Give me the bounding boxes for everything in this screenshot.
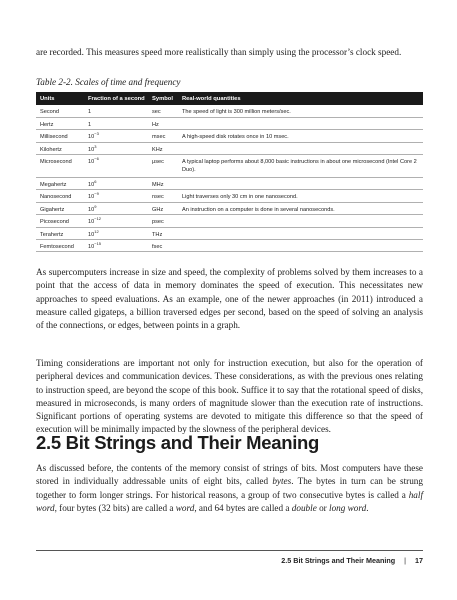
symbol-cell: THz	[148, 227, 178, 239]
table-row	[36, 202, 423, 214]
header-symbol: Symbol	[148, 92, 178, 105]
symbol-cell: MHz	[148, 178, 178, 190]
unit-cell: Nanosecond	[36, 190, 84, 202]
description-cell	[178, 215, 423, 227]
description-cell: An instruction on a computer is done in several nanoseconds.	[178, 202, 423, 214]
fraction-cell	[84, 155, 148, 178]
fraction-cell	[84, 227, 148, 239]
term-long-word: long word	[329, 502, 367, 513]
header-fraction: Fraction of a second	[84, 92, 148, 105]
scales-table	[36, 92, 423, 252]
fraction-exponent: 12	[94, 228, 99, 234]
description-cell	[178, 227, 423, 239]
table-row	[36, 142, 423, 154]
unit-cell: Femtosecond	[36, 240, 84, 252]
description-cell	[178, 240, 423, 252]
running-footer-title: 2.5 Bit Strings and Their Meaning	[281, 556, 396, 565]
table-row	[36, 105, 423, 117]
unit-cell: Gigahertz	[36, 202, 84, 214]
unit-cell: Microsecond	[36, 155, 84, 178]
description-cell: A high-speed disk rotates once in 10 msec.	[178, 130, 423, 142]
fraction-cell	[84, 190, 148, 202]
paragraph-bit-strings	[36, 462, 423, 515]
table-row	[36, 215, 423, 227]
text-run: or	[316, 502, 330, 513]
table-row	[36, 178, 423, 190]
unit-cell: Millisecond	[36, 130, 84, 142]
fraction-base: 10	[88, 206, 95, 213]
description-cell: A typical laptop performs about 8,000 basic instructions in about one microsecond (Intel Core 2 Duo).	[178, 155, 423, 178]
fraction-base: 10	[88, 219, 95, 226]
table-row	[36, 227, 423, 239]
fraction-exponent: −9	[94, 191, 99, 197]
paragraph-supercomputers: As supercomputers increase in size and speed, the complexity of problems solved by them increases to a point that the access of data in memory dominates the speed of execution. This necessitates new approaches to speed evaluations. As an example, one of the newer approaches (in 2011) introduced a measure called gigateps, a billion traversed edges per second, based on the speed of solving an analysis of the connections, or edges, between points in a graph.	[36, 267, 423, 331]
fraction-exponent: −15	[94, 241, 102, 247]
fraction-cell	[84, 142, 148, 154]
page-footer	[281, 556, 423, 565]
table-row	[36, 190, 423, 202]
table-row	[36, 130, 423, 142]
page-number: 17	[415, 556, 423, 565]
description-cell	[178, 117, 423, 129]
footer-separator: |	[404, 556, 406, 565]
fraction-base: 10	[88, 146, 95, 153]
text-run: , four bytes (32 bits) are called a	[54, 502, 176, 513]
fraction-base: 10	[88, 182, 95, 189]
description-cell: Light traverses only 30 cm in one nanosecond.	[178, 190, 423, 202]
fraction-cell	[84, 130, 148, 142]
fraction-exponent: 6	[94, 179, 97, 185]
fraction-exponent: −3	[94, 131, 99, 137]
unit-cell: Hertz	[36, 117, 84, 129]
paragraph-timing: Timing considerations are important not only for instruction execution, but also for the operation of peripheral devices and communication devices. These considerations, as with the previous ones relating to instruction speed, are beyond the scope of this book. Suffice it to say that the rotational speed of disks, measured in microseconds, is many orders of magnitude slower than the execution rate of instructions. Significant portions of operating systems are devoted to mitigate this difference so that the speed of execution will be minimally impacted by the slowness of the peripheral devices.	[36, 358, 423, 435]
unit-cell: Megahertz	[36, 178, 84, 190]
symbol-cell: KHz	[148, 142, 178, 154]
description-cell	[178, 142, 423, 154]
footer-rule	[36, 550, 423, 551]
fraction-cell	[84, 178, 148, 190]
fraction-base: 1	[88, 121, 92, 128]
fraction-base: 10	[88, 194, 95, 201]
symbol-cell: Hz	[148, 117, 178, 129]
table-header-row	[36, 92, 423, 105]
fraction-cell	[84, 105, 148, 117]
unit-cell: Second	[36, 105, 84, 117]
term-word: word	[175, 502, 195, 513]
fraction-base: 10	[88, 244, 95, 251]
text-run: .	[366, 502, 369, 513]
fraction-exponent: −12	[94, 216, 102, 222]
symbol-cell: nsec	[148, 190, 178, 202]
table-caption: Table 2-2. Scales of time and frequency	[36, 77, 181, 87]
description-cell	[178, 178, 423, 190]
symbol-cell: sec	[148, 105, 178, 117]
description-cell: The speed of light is 300 million meters/sec.	[178, 105, 423, 117]
fraction-exponent: −6	[94, 156, 99, 162]
unit-cell: Kilohertz	[36, 142, 84, 154]
fraction-exponent: 9	[94, 203, 97, 209]
fraction-base: 10	[88, 134, 95, 141]
table-row	[36, 155, 423, 178]
intro-paragraph: are recorded. This measures speed more realistically than simply using the processor’s clock speed.	[36, 47, 402, 57]
term-bytes: bytes	[272, 476, 292, 487]
symbol-cell: fsec	[148, 240, 178, 252]
text-run: . The bytes in turn can be strung together to form longer strings. For historical reasons, a group of two consecutive bytes is called a	[36, 476, 423, 500]
symbol-cell: psec	[148, 215, 178, 227]
fraction-base: 10	[88, 231, 95, 238]
fraction-cell	[84, 240, 148, 252]
term-half-word: half word	[36, 489, 423, 513]
unit-cell: Picosecond	[36, 215, 84, 227]
fraction-base: 10	[88, 159, 95, 166]
symbol-cell: μsec	[148, 155, 178, 178]
term-double: double	[291, 502, 317, 513]
fraction-cell	[84, 215, 148, 227]
fraction-cell	[84, 117, 148, 129]
symbol-cell: msec	[148, 130, 178, 142]
section-heading: 2.5 Bit Strings and Their Meaning	[36, 432, 320, 453]
text-run: As discussed before, the contents of the memory consist of strings of bits. Most computers have these stored in individually addressable units of eight bits, called	[36, 463, 423, 487]
header-units: Units	[36, 92, 84, 105]
unit-cell: Terahertz	[36, 227, 84, 239]
symbol-cell: GHz	[148, 202, 178, 214]
text-run: , and 64 bytes are called a	[194, 502, 292, 513]
fraction-base: 1	[88, 109, 92, 115]
fraction-cell	[84, 202, 148, 214]
fraction-exponent: 3	[94, 143, 97, 149]
header-real-world: Real-world quantities	[178, 92, 423, 105]
table-row	[36, 117, 423, 129]
table-row	[36, 240, 423, 252]
